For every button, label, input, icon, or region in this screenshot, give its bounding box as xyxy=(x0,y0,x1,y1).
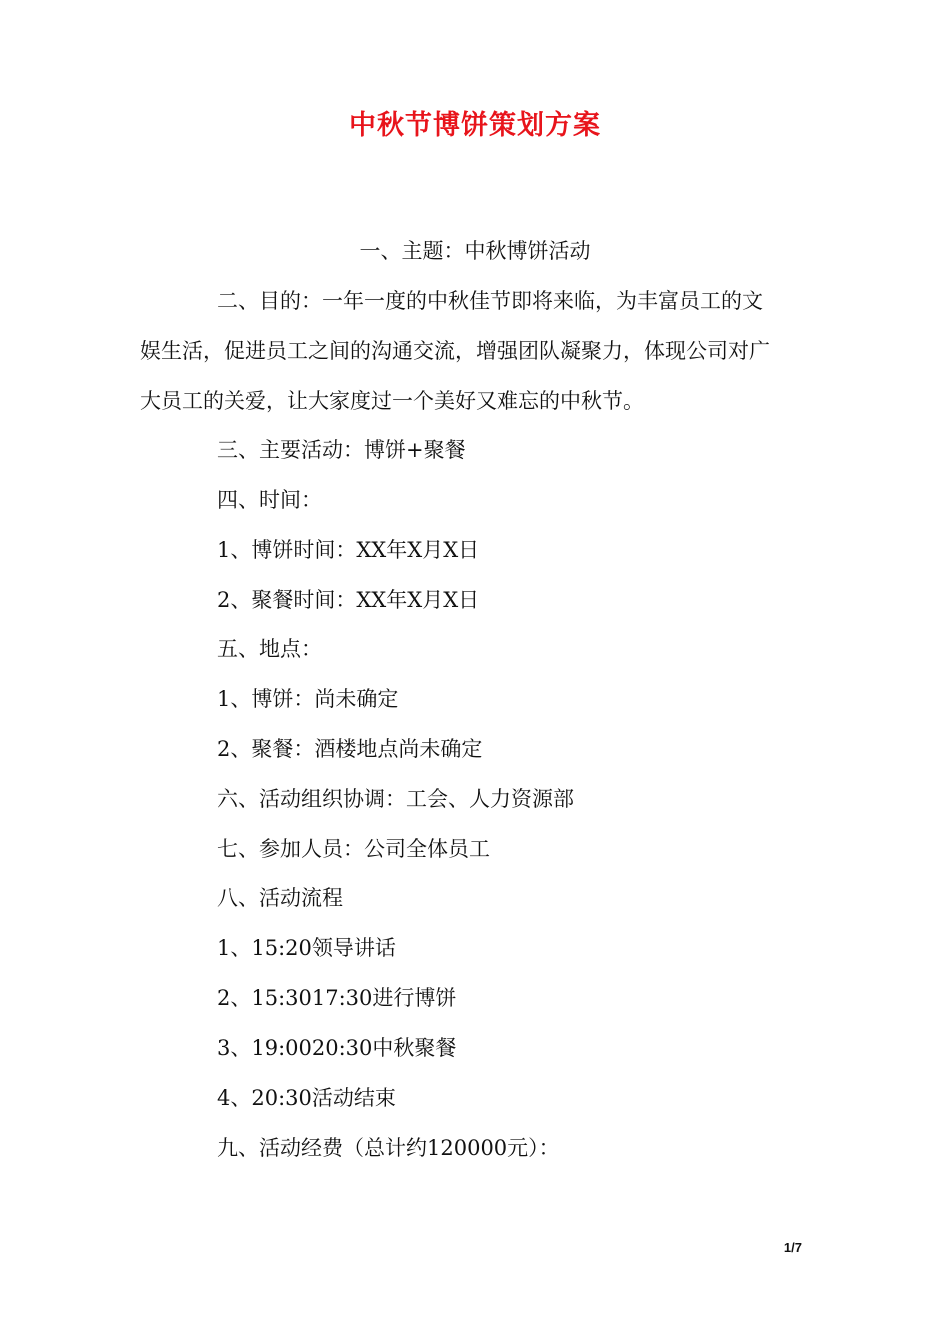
location-item-2: 2、聚餐：酒楼地点尚未确定 xyxy=(217,737,483,761)
process-item-3: 3、19:0020:30中秋聚餐 xyxy=(217,1036,457,1060)
purpose-line-2: 娱生活，促进员工之间的沟通交流，增强团队凝聚力，体现公司对广 xyxy=(140,339,770,363)
process-item-2: 2、15:3017:30进行博饼 xyxy=(217,986,457,1010)
process-item-4: 4、20:30活动结束 xyxy=(217,1086,396,1110)
participants-line: 七、参加人员：公司全体员工 xyxy=(217,837,490,861)
organizer-line: 六、活动组织协调：工会、人力资源部 xyxy=(217,787,574,811)
document-title: 中秋节博饼策划方案 xyxy=(349,110,601,141)
location-heading: 五、地点： xyxy=(217,637,322,661)
time-item-2: 2、聚餐时间：XX年X月X日 xyxy=(217,588,480,612)
page-number: 1/7 xyxy=(783,1240,802,1255)
process-item-1: 1、15:20领导讲话 xyxy=(217,936,396,960)
time-item-1: 1、博饼时间：XX年X月X日 xyxy=(217,538,480,562)
budget-line: 九、活动经费（总计约120000元）： xyxy=(217,1136,560,1160)
theme-line: 一、主题：中秋博饼活动 xyxy=(359,239,591,263)
location-item-1: 1、博饼：尚未确定 xyxy=(217,687,399,711)
time-heading: 四、时间： xyxy=(217,488,322,512)
main-activity-line: 三、主要活动：博饼+聚餐 xyxy=(217,438,466,462)
purpose-line-3: 大员工的关爱，让大家度过一个美好又难忘的中秋节。 xyxy=(140,389,644,413)
process-heading: 八、活动流程 xyxy=(217,886,343,910)
purpose-line-1: 二、目的：一年一度的中秋佳节即将来临，为丰富员工的文 xyxy=(217,289,763,313)
